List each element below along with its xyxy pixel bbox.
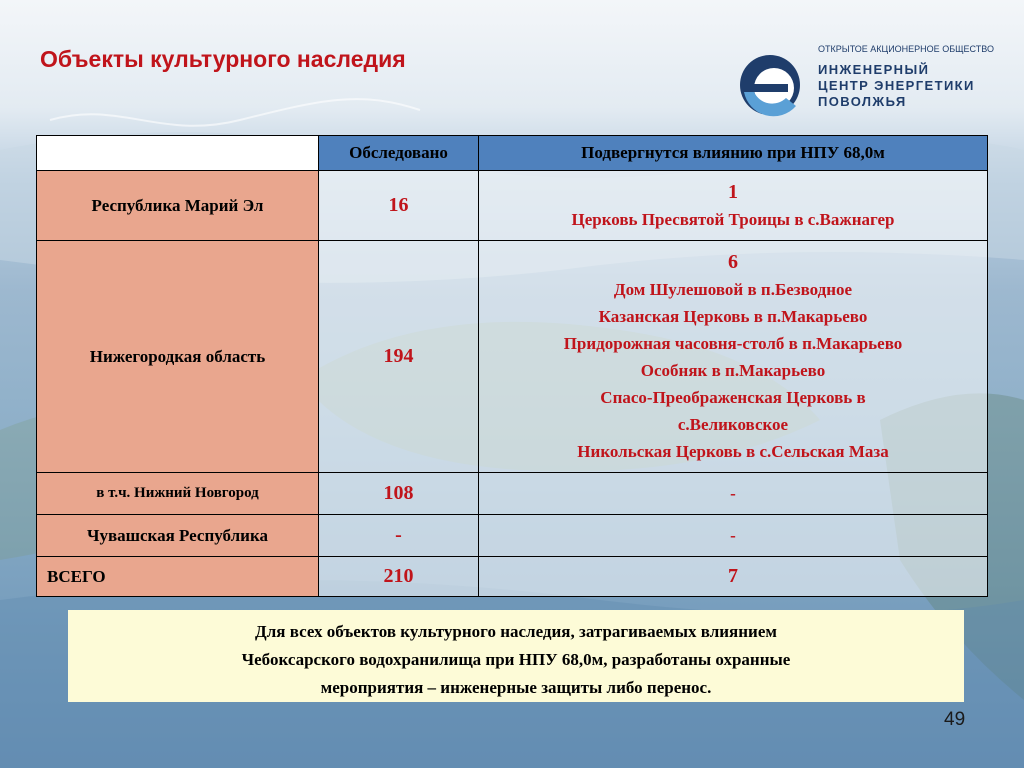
affected-object: Дом Шулешовой в п.Безводное [613,280,853,299]
affected-cell [479,171,988,241]
note-line: Чебоксарского водохранилища при НПУ 68,0м, разработаны охранные [241,650,791,669]
affected-count: - [479,515,988,557]
affected-object: Казанская Церковь в п.Макарьево [598,307,868,326]
surveyed-value: - [319,515,479,557]
affected-object: Никольская Церковь в с.Сельская Маза [577,442,889,461]
table-row [37,171,988,241]
header-surveyed: Обследовано [319,136,479,171]
region-label: в т.ч. Нижний Новгород [37,473,319,515]
table-row [37,473,988,515]
page-number: 49 [944,709,966,730]
note-line: мероприятия – инженерные защиты либо перенос. [320,678,712,697]
company-emblem-icon [738,40,806,130]
note-line-text: мероприятия – инженерные защиты либо перенос [320,678,708,697]
header-blank-cell [37,136,319,171]
total-surveyed: 210 [319,557,479,597]
region-label: Чувашская Республика [37,515,319,557]
affected-count: - [479,473,988,515]
affected-count: 1 [728,181,738,203]
affected-object: Особняк в п.Макарьево [640,361,826,380]
logo-name-line1: ИНЖЕНЕРНЫЙ [818,62,930,77]
note-line: Для всех объектов культурного наследия, затрагиваемых влиянием [255,622,777,641]
surveyed-value: 108 [319,473,479,515]
table-row [37,515,988,557]
affected-object: Придорожная часовня-столб в п.Макарьево [563,334,903,353]
logo-org-type: ОТКРЫТОЕ АКЦИОНЕРНОЕ ОБЩЕСТВО [818,44,994,54]
page-title: Объекты культурного наследия [40,46,406,72]
logo-name-line3: ПОВОЛЖЬЯ [818,94,907,109]
affected-cell [479,241,988,473]
affected-object: Церковь Пресвятой Троицы в с.Важнагер [571,210,895,229]
region-label: Республика Марий Эл [37,171,319,241]
table-row [37,241,988,473]
conclusion-note [68,610,964,702]
surveyed-value: 194 [319,241,479,473]
total-label: ВСЕГО [37,557,319,597]
logo-name-line2: ЦЕНТР ЭНЕРГЕТИКИ [818,78,975,93]
affected-count: 6 [728,251,738,273]
header-affected: Подвергнутся влиянию при НПУ 68,0м [479,136,988,171]
total-affected: 7 [479,557,988,597]
surveyed-value: 16 [319,171,479,241]
heritage-table [36,135,988,597]
affected-object: Спасо-Преображенская Церковь в [600,388,866,407]
company-logo [738,40,998,130]
affected-object: с.Великовское [677,415,789,434]
table-header-row [37,136,988,171]
region-label: Нижегородкая область [37,241,319,473]
table-row [37,557,988,597]
